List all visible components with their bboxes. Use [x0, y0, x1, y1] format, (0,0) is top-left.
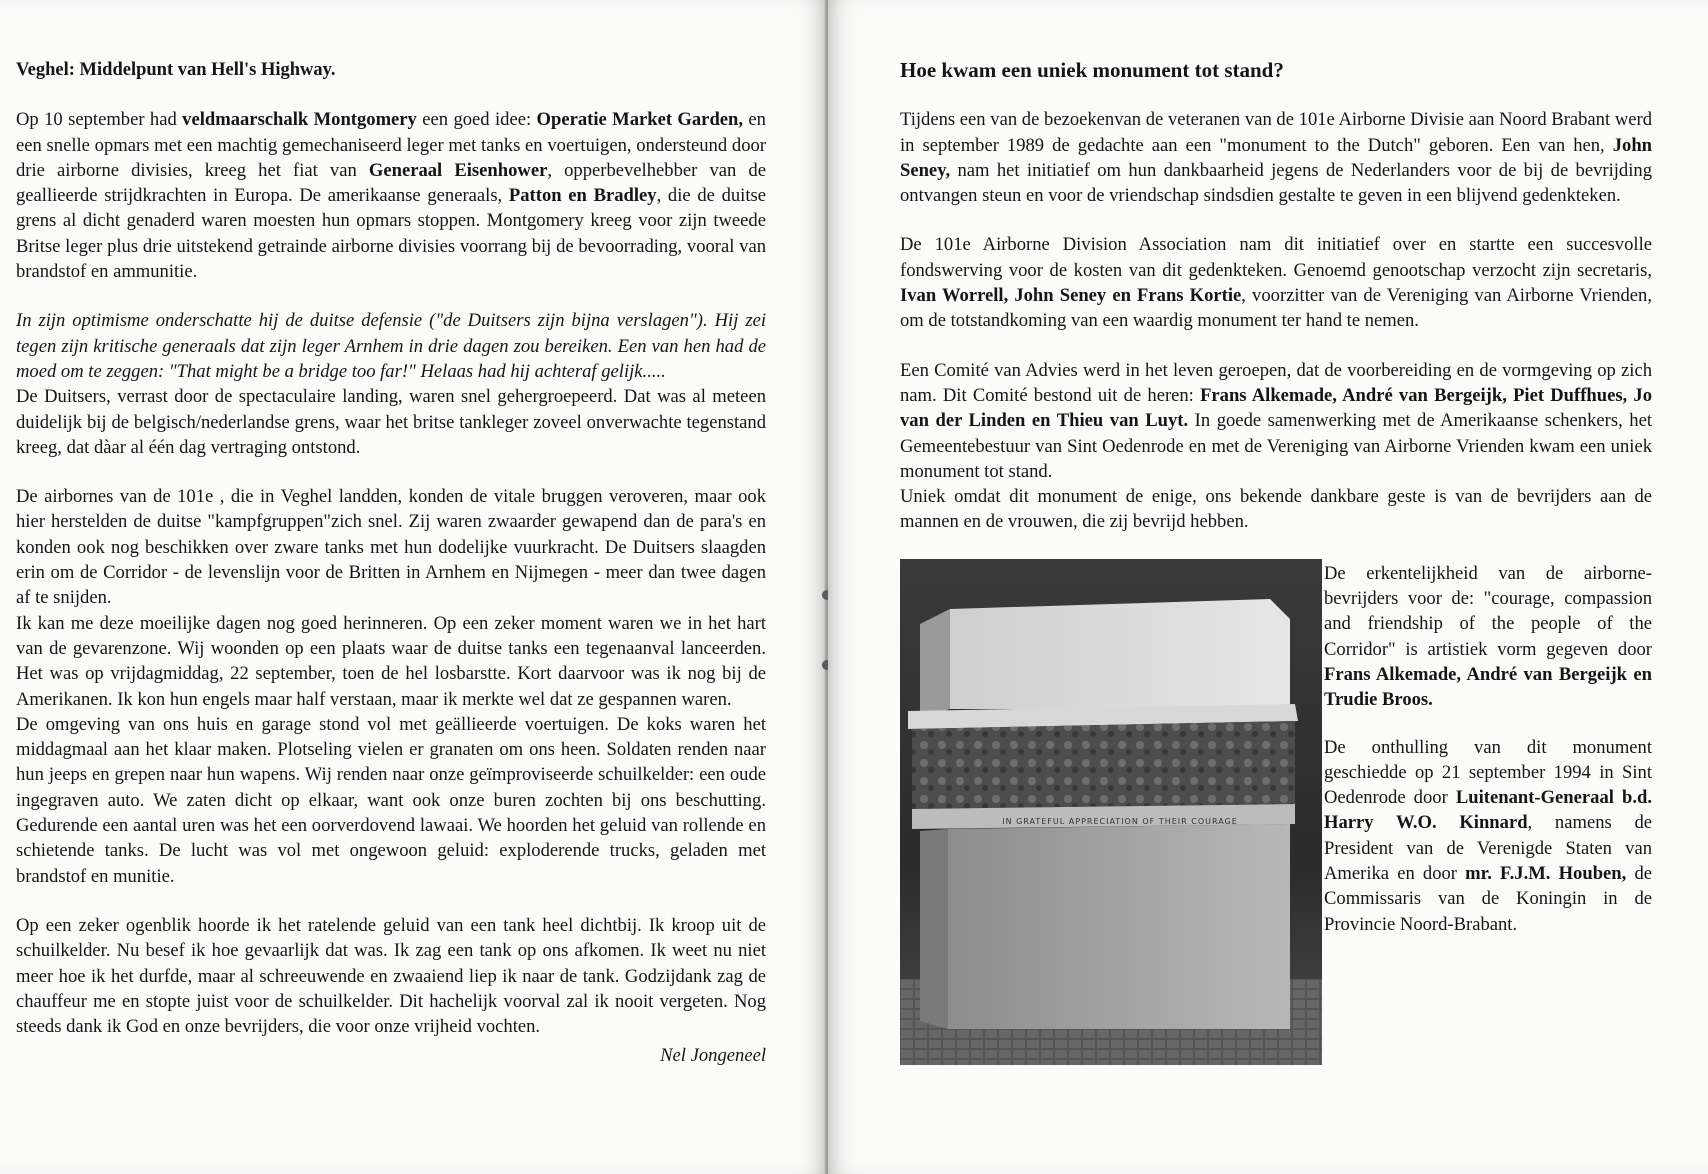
bold-run: mr. F.J.M. Houben, [1465, 863, 1627, 885]
bold-run: Luitenant-Generaal b.d. Harry W.O. Kinnard [1324, 787, 1652, 834]
bold-run: veldmaarschalk Montgomery [182, 109, 417, 131]
left-header: Veghel: Middelpunt van Hell's Highway. [16, 60, 336, 80]
right-column [900, 58, 1652, 1069]
figure-row [900, 559, 1652, 1069]
right-page [828, 0, 1708, 1174]
bold-run: John Seney, [900, 134, 1652, 181]
photo-caption-column [1324, 561, 1652, 937]
left-paragraph-6: De omgeving van ons huis en garage stond vol met geällieerde voertuigen. De koks waren het middagmaal aan het klaar maken. Plotseling vielen er granaten om ons heen. Soldaten renden naar hun jeeps en grepen naar hun wapens. Wij renden naar onze geïmproviseerde schuilkelder: een oude ingegraven auto. We zaten dicht op elkaar, want ook onze buren zochten bij ons beschutting. Gedurende een aantal uren was het een oorverdovend lawaai. We hoorden het geluid van rollende en schietende tanks. De lucht was vol met ongewoon geluid: exploderende trucks, geladen met brandstof en munitie. [16, 713, 766, 887]
monument-photo [900, 559, 1322, 1065]
bold-run: Operatie Market Garden, [536, 109, 744, 131]
left-paragraph-2: In zijn optimisme onderschatte hij de duitse defensie ("de Duitsers zijn bijna verslagen"). Hij zei tegen zijn kritische generaals dat zijn leger Arnhem in drie dagen zou bereiken. Een van hen had de moed om te zeggen: "That might be a bridge too far!" Helaas had hij achteraf gelijk..... [16, 310, 766, 382]
right-title: Hoe kwam een uniek monument tot stand? [900, 58, 1284, 82]
left-paragraph-7: Op een zeker ogenblik hoorde ik het ratelende geluid van een tank heel dichtbij. Ik kroop uit de schuilkelder. Nu besef ik hoe gevaarlijk dat was. Ik zag een tank op ons afkomen. Ik weet nu niet meer hoe ik het durfde, maar al schreeuwende en zwaaiend liep ik naar de tank. Godzijdank zag de chauffeur me en stopte juist voor de schuilkelder. Dit hachelijk voorval zal ik nooit vergeten. Nog steeds dank ik God en onze bevrijders, die voor onze vrijheid vochten. [16, 914, 766, 1038]
right-paragraph-5: De erkentelijkheid van de airborne-bevrijders voor de: "courage, compassion and friendship of the people of the Corridor" is artistiek vorm gegeven door Frans Alkemade, André van Bergeijk en Trudie Broos. [1324, 562, 1652, 711]
author-signature: Nel Jongeneel [660, 1045, 766, 1067]
right-paragraph-3: Een Comité van Advies werd in het leven geroepen, dat de voorbereiding en de vormgeving op zich nam. Dit Comité bestond uit de heren: Frans Alkemade, André van Bergeijk, Piet Duffhues, Jo van der Linden en Thieu van Luyt. In goede samenwerking met de Amerikaanse schenkers, het Gemeentebestuur van Sint Oedenrode en met de Vereniging van Airborne Vrienden kwam een uniek monument tot stand. [900, 359, 1653, 482]
right-paragraph-1: Tijdens een van de bezoekenvan de veteranen van de 101e Airborne Divisie aan Noord Brabant werd in september 1989 de gedachte aan een "monument to the Dutch" geboren. Een van hen, John Seney, nam het initiatief om hun dankbaarheid jegens de Nederlanders voor de bij de bevrijding ontvangen steun en voor de vriendschap sindsdien gestalte te geven in een blijvend gedenkteken. [900, 109, 1652, 207]
left-column [16, 58, 766, 1069]
right-paragraph-4: Uniek omdat dit monument de enige, ons bekende dankbare geste is van de bevrijders aan de mannen en de vrouwen, die zij bevrijd hebben. [900, 486, 1652, 533]
right-paragraph-2: De 101e Airborne Division Association nam dit initiatief over en startte een succesvolle fondswerving voor de kosten van dit gedenkteken. Genoemd genootschap verzocht zijn secretaris, Ivan Worrell, John Seney en Frans Kortie, voorzitter van de Vereniging van Airborne Vrienden, om de totstandkoming van een waardig monument ter hand te nemen. [900, 234, 1652, 332]
left-paragraph-5: Ik kan me deze moeilijke dagen nog goed herinneren. Op een zeker moment waren we in het hart van de gevarenzone. Wij woonden op een plaats waar de duitse tanks een tegenaanval lanceerden. Het was op vrijdagmiddag, 22 september, toen de hel losbarstte. Kort daarvoor was ik nog bij de Amerikanen. Ik kon hun engels maar half verstaan, maar ik merkte wel dat ze gespannen waren. [16, 612, 766, 710]
left-page [0, 0, 826, 1174]
left-paragraph-4: De airbornes van de 101e , die in Veghel landden, konden de vitale bruggen veroveren, maar ook hier herstelden de duitse "kampfgruppen"zich snel. Zij waren zwaarder gewapend dan de para's en konden ook nog beschikken over zware tanks met hun dodelijke vuurkracht. De Duitsers slaagden erin om de Corridor - de levenslijn voor de Britten in Arnhem en Nijmegen - meer dan twee dagen af te snijden. [16, 486, 766, 609]
monument-inscription: IN GRATEFUL APPRECIATION OF THEIR COURAGE [1002, 816, 1238, 825]
bold-run: Frans Alkemade, André van Bergeijk, Piet Duffhues, Jo van der Linden en Thieu van Luyt. [900, 384, 1653, 432]
left-paragraph-1: Op 10 september had veldmaarschalk Montgomery een goed idee: Operatie Market Garden, en een snelle opmars met een machtig gemechaniseerd leger met tanks en voertuigen, ondersteund door drie airborne divisies, kreeg het fiat van Generaal Eisenhower, opperbevelhebber van de geallieerde strijdkrachten in Europa. De amerikaanse generaals, Patton en Bradley, die de duitse grens al dicht genaderd waren moesten hun opmars stoppen. Montgomery kreeg voor zijn tweede Britse leger plus drie uitstekend getrainde airborne divisies voorrang bij de bevoorrading, vooral van brandstof en ammunitie. [16, 109, 766, 283]
bold-run: Ivan Worrell, John Seney en Frans Kortie [900, 285, 1242, 307]
right-paragraph-6: De onthulling van dit monument geschiedde op 21 september 1994 in Sint Oedenrode door Luitenant-Generaal b.d. Harry W.O. Kinnard, namens de President van de Verenigde Staten van Amerika en door mr. F.J.M. Houben, de Commissaris van de Koningin in de Provincie Noord-Brabant. [1324, 736, 1653, 935]
bold-run: Generaal Eisenhower [368, 159, 548, 181]
bold-run: Patton en Bradley [508, 185, 657, 207]
left-paragraph-3: De Duitsers, verrast door de spectaculaire landing, waren snel gehergroepeerd. Dat was al meteen duidelijk bij de belgisch/nederlandse grens, waar het britse tankleger zoveel onverwachte tegenstand kreeg, dat dàar al één dag vertraging ontstond. [16, 386, 766, 458]
bold-run: Frans Alkemade, André van Bergeijk en Trudie Broos. [1324, 663, 1652, 711]
